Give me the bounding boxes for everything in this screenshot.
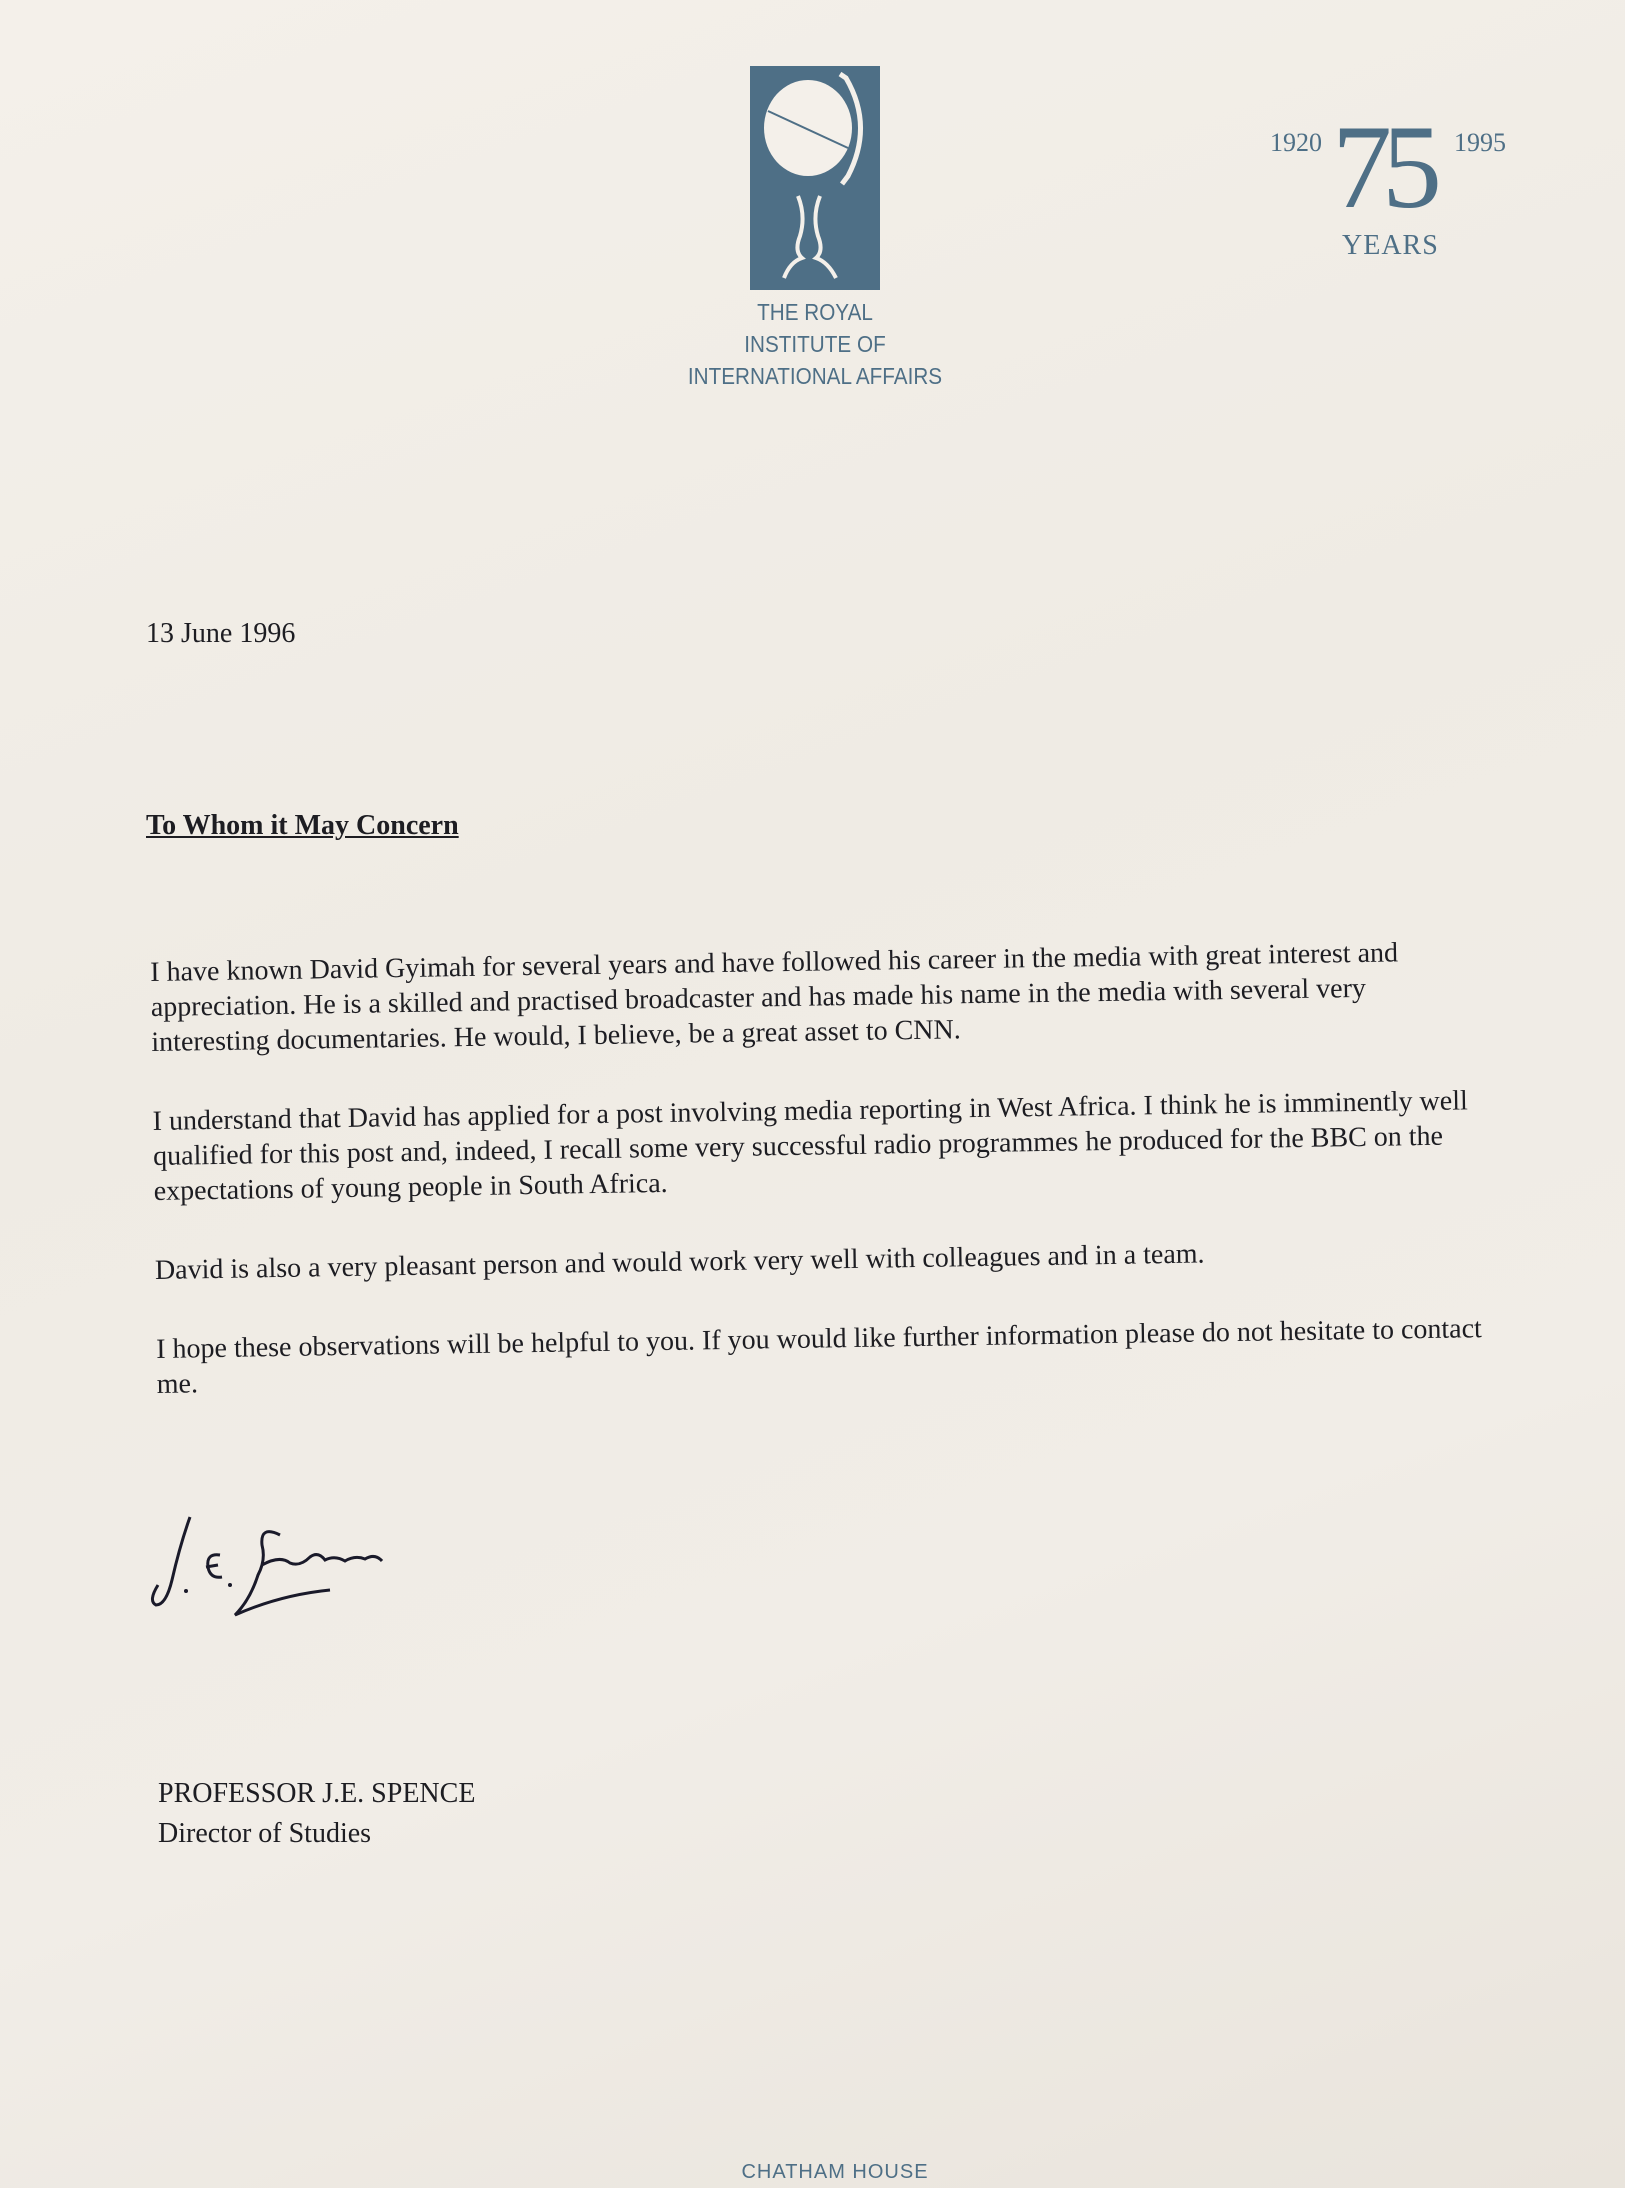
paragraph: I hope these observations will be helpful to you. If you would like further information please do not hesitate to contact me. — [155, 1313, 1483, 1400]
signatory-name: PROFESSOR J.E. SPENCE — [158, 1778, 476, 1809]
institute-logo — [750, 66, 880, 290]
end-year: 1995 — [1454, 128, 1506, 157]
salutation: To Whom it May Concern — [146, 810, 459, 841]
letter-date: 13 June 1996 — [146, 618, 296, 649]
handwritten-signature — [150, 1505, 410, 1665]
years-label: YEARS — [1342, 230, 1439, 261]
institution-line: INTERNATIONAL AFFAIRS — [687, 363, 943, 389]
institution-line: INSTITUTE OF — [744, 331, 886, 357]
institution-line: THE ROYAL — [757, 299, 873, 325]
globe-faces-icon — [750, 66, 880, 290]
signatory-title: Director of Studies — [158, 1818, 372, 1849]
footer-address: CHATHAM HOUSE — [741, 2161, 929, 2183]
anniversary-mark — [1270, 100, 1520, 272]
paragraph: David is also a very pleasant person and would work very well with colleagues and in a team. — [154, 1238, 1205, 1286]
paragraph: I understand that David has applied for a post involving media reporting in West Africa. I think he is imminently well qualified for this post and, indeed, I recall some very successful radio programmes he produced for the BBC on the expectations of young people in South Africa. — [152, 1085, 1468, 1207]
letter-body — [150, 934, 1498, 1446]
start-year: 1920 — [1270, 128, 1322, 157]
paragraph: I have known David Gyimah for several years and have followed his career in the media with great interest and appreciation. He is a skilled and practised broadcaster and has made his name in the media with several very interesting documentaries. He would, I believe, be a great asset to CNN. — [150, 937, 1399, 1058]
anniversary-number: 75 — [1332, 100, 1432, 233]
institution-name — [622, 296, 1009, 392]
